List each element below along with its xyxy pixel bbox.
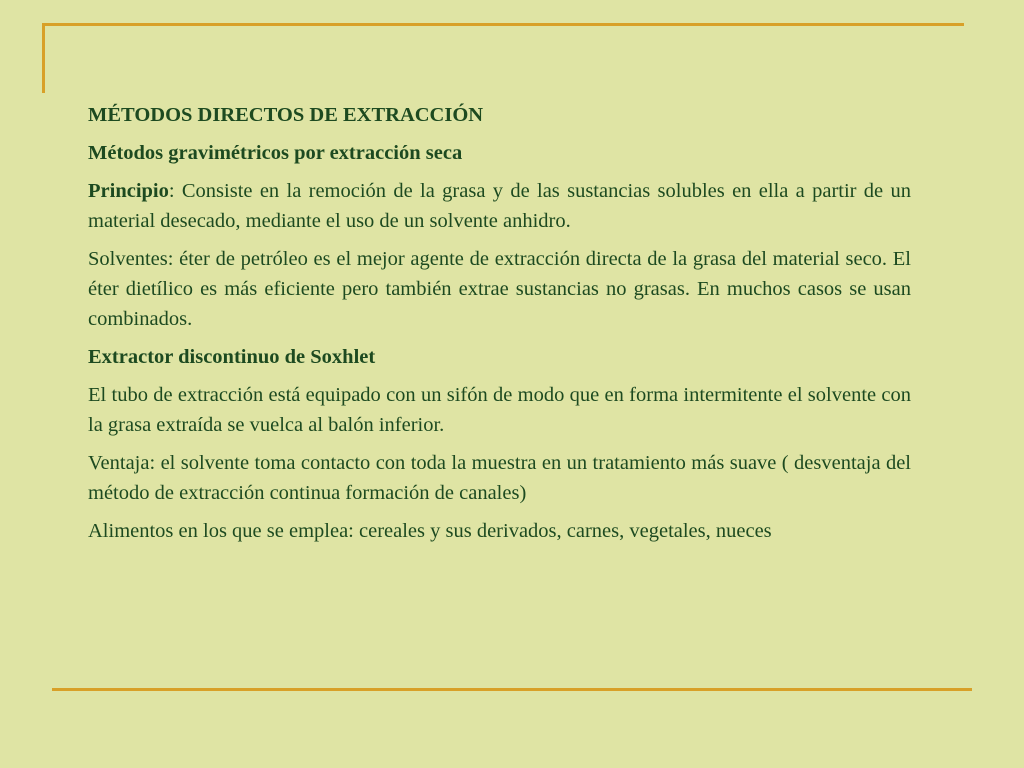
- principle-label: Principio: [88, 180, 169, 202]
- slide-subtitle: Métodos gravimétricos por extracción seca: [88, 142, 463, 164]
- bottom-decorative-line: [52, 688, 972, 691]
- soxhlet-paragraph: El tubo de extracción está equipado con un sifón de modo que en forma intermitente el solvente con la grasa extraída se vuelca al balón inferior.: [88, 384, 911, 436]
- principle-paragraph: [88, 176, 911, 236]
- left-decorative-line: [42, 23, 45, 93]
- foods-paragraph: Alimentos en los que se emplea: cereales y sus derivados, carnes, vegetales, nueces: [88, 520, 772, 542]
- top-decorative-line: [42, 23, 964, 26]
- slide-content: [88, 100, 911, 554]
- soxhlet-heading: Extractor discontinuo de Soxhlet: [88, 346, 376, 368]
- solvents-paragraph: Solventes: éter de petróleo es el mejor agente de extracción directa de la grasa del material seco. El éter dietílico es más eficiente pero también extrae sustancias no grasas. En muchos casos se usan combinados.: [88, 248, 911, 330]
- slide-title: MÉTODOS DIRECTOS DE EXTRACCIÓN: [88, 104, 484, 126]
- principle-text: : Consiste en la remoción de la grasa y de las sustancias solubles en ella a partir de un material desecado, mediante el uso de un solvente anhidro.: [88, 180, 911, 232]
- advantage-paragraph: Ventaja: el solvente toma contacto con toda la muestra en un tratamiento más suave ( desventaja del método de extracción continua formación de canales): [88, 452, 911, 504]
